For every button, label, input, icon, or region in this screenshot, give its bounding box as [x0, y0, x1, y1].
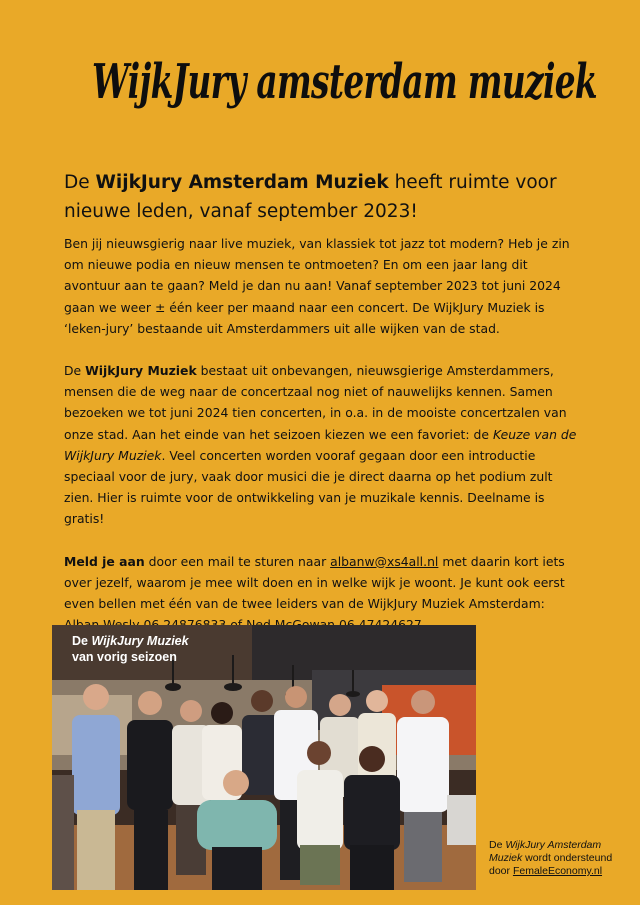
logo — [92, 40, 602, 120]
paragraph-signup — [64, 551, 584, 636]
about-italic: Keuze van de WijkJury Muziek — [64, 426, 577, 463]
group-photo — [52, 625, 476, 890]
signup-text-2: met daarin kort iets over jezelf, waarom je mee wilt doen en in welke wijk je woont. Je kunt ook eerst even bellen met één van de twee leiders van de WijkJury Muziek Amsterdam: — [64, 553, 565, 612]
photo-caption-line2: van vorig seizoen — [72, 650, 177, 664]
about-bold: WijkJury Muziek — [85, 363, 197, 379]
headline-bold: WijkJury Amsterdam Muziek — [95, 172, 389, 193]
sponsor-italic: WijkJury Amsterdam Muziek — [489, 839, 602, 864]
about-lead: De — [64, 363, 86, 379]
signup-bold: Meld je aan — [64, 553, 145, 569]
email-link[interactable]: albanw@xs4all.nl — [330, 553, 439, 569]
paragraph-intro: Ben jij nieuwsgierig naar live muziek, van klassiek tot jazz tot modern? Heb je zin om nieuwe podia en nieuw mensen te ontmoeten? En om een jaar lang dit avontuur aan te gaan? Meld je dan nu aan! Vanaf september 2023 tot juni 2024 gaan we weer ± één keer per maand naar een concert. De WijkJury Muziek is ‘leken-jury’ bestaande uit Amsterdammers uit alle wijken van de stad. — [64, 236, 570, 336]
headline — [64, 168, 584, 226]
headline-suffix: heeft ruimte voor nieuwe leden, vanaf september 2023! — [64, 172, 557, 222]
main-content — [64, 168, 584, 656]
photo-caption-prefix: De — [72, 634, 92, 648]
paragraph-about — [64, 360, 584, 530]
logo-wordmark — [92, 40, 602, 120]
about-text-2: . Veel concerten worden vooraf gegaan door een introductie speciaal voor de jury, vaak door musici die je direct daarna op het podium zult zien. Hier is ruimte voor de ontwikkeling van je muzikale kennis. Deelname is gratis! — [64, 447, 553, 527]
photo-caption-italic: WijkJury Muziek — [91, 634, 189, 648]
about-text-1: bestaat uit onbevangen, nieuwsgierige Amsterdammers, mensen die de weg naar de concertzaal nog niet of nauwelijks kennen. Samen bezoeken we tot juni 2024 tien concerten, in o.a. in de mooiste concertzalen van onze stad. Aan het einde van het seizoen kiezen we een favoriet: de — [64, 363, 567, 442]
sponsor-note — [489, 839, 629, 878]
headline-prefix: De — [64, 172, 96, 193]
photo-caption — [72, 633, 189, 665]
sponsor-link[interactable]: FemaleEconomy.nl — [512, 865, 603, 877]
sponsor-prefix: De — [489, 839, 506, 851]
logo-text: WijkJury amsterdam muziek — [92, 54, 597, 110]
sponsor-text: wordt ondersteund door — [489, 852, 613, 877]
signup-text-1: door een mail te sturen naar — [144, 553, 331, 569]
